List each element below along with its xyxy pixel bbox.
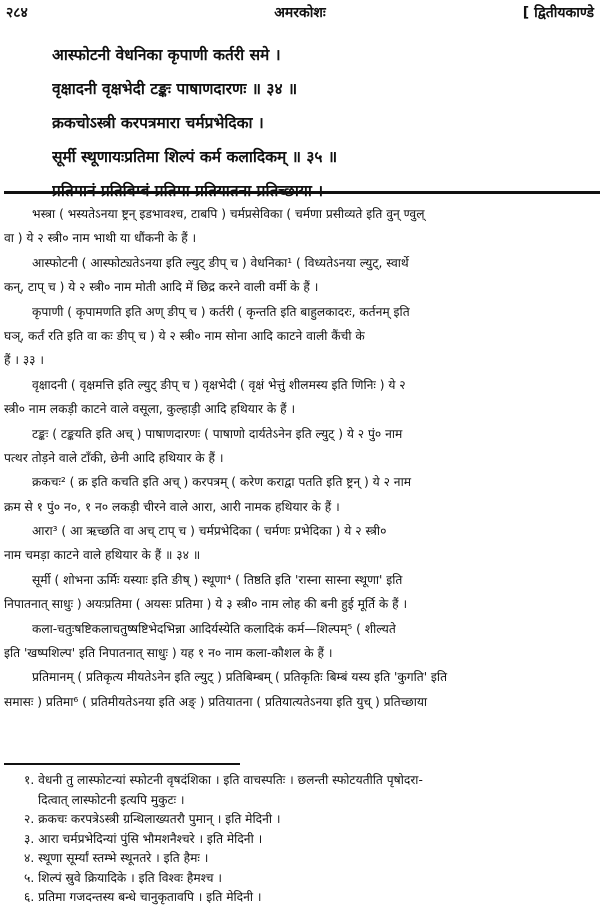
commentary-line: कन्, टाप् च ) ये २ स्त्री० नाम मोती आदि में छिद्र करने वाली वर्मी के हैं । — [4, 280, 319, 295]
footnote-line: ६. प्रतिमा गजदन्तस्य बन्धे चानुकृतावपि । इति मेदिनी । — [24, 890, 262, 904]
commentary-line: हैं । ३३ । — [4, 353, 45, 368]
commentary-line: क्रम से १ पुं० न०, १ न० लकड़ी चीरने वाले आरा, आरी नामक हथियार के हैं । — [4, 499, 340, 514]
page-number: २८४ — [6, 5, 28, 21]
commentary-line: कृपाणी ( कृपामणति इति अण् ङीप् च ) कर्तरी ( कृन्तति इति बाहुलकादरः, कर्तनम् इति — [32, 304, 410, 319]
running-title: अमरकोशः — [274, 5, 326, 21]
commentary-line: नाम चमड़ा काटने वाले हथियार के हैं ॥ ३४ ॥ — [4, 548, 201, 563]
footnote-line: १. वेधनी तु लास्फोटन्यां स्फोटनी वृषदंशिका । इति वाचस्पतिः । छलन्ती स्फोटयतीति पृषोदरा- — [24, 773, 423, 787]
commentary-line: भस्त्रा ( भस्यतेऽनया ष्ट्रन् इडभावश्च, टाबपि ) चर्मप्रसेविका ( चर्मणा प्रसीव्यते इति वुन् ण्वुल् — [32, 207, 425, 221]
footnote-line: ५. शिल्पं स्रुवे क्रियादिके । इति विश्वः हैमश्च । — [24, 870, 223, 885]
commentary-line: प्रतिमानम् ( प्रतिकृत्य मीयतेऽनेन इति ल्युट् ) प्रतिबिम्बम् ( प्रतिकृतिः बिम्बं यस्य इति 'कुगति' इति — [32, 670, 448, 685]
commentary-line: टङ्कः ( टङ्कयति इति अच् ) पाषाणदारणः ( पाषाणो दार्यतेऽनेन इति ल्युट् ) ये २ पुं० नाम — [32, 426, 403, 441]
commentary-line: आस्फोटनी ( आस्फोट्यतेऽनया इति ल्युट् ङीप् च ) वेधनिका¹ ( विध्यतेऽनया ल्युट्, स्वार्थे — [32, 255, 409, 270]
verse-line: सूर्मी स्थूणायःप्रतिमा शिल्पं कर्म कलादिकम् ॥ ३५ ॥ — [52, 148, 338, 166]
commentary-line: समासः ) प्रतिमा⁶ ( प्रतिमीयतेऽनया इति अङ् ) प्रतियातना ( प्रतियात्यतेऽनया इति युच् ) प्रतिच्छाया — [4, 694, 428, 709]
verse-block — [52, 38, 594, 208]
commentary-line: इति 'खष्पशिल्प' इति निपातनात् साधुः ) यह १ न० नाम कला-कौशल के हैं । — [4, 646, 333, 661]
footnote-line: ४. स्थूणा सूर्म्यां स्तम्भे स्थूनतरे । इति हैमः । — [24, 851, 209, 865]
verse-divider — [4, 191, 600, 194]
commentary-line: कला-चतुःषष्टिकलाचतुष्षष्टिभेदभिन्ना आदिर्यस्येति कलादिकं कर्म—शिल्पम्⁵ ( शील्यते — [32, 621, 396, 636]
commentary-line: घञ्, कर्तं रति इति वा कः ङीप् च ) ये २ स्त्री० नाम सोना आदि काटने वाली कैंची के — [4, 328, 365, 343]
verse-line: आस्फोटनी वेधनिका कृपाणी कर्तरी समे । — [52, 46, 281, 64]
commentary-line: क्रकचः² ( क्र इति कचति इति अच् ) करपत्रम् ( करेण कराद्वा पतति इति ष्ट्रन् ) ये २ नाम — [32, 475, 412, 490]
verse-line: प्रतिमानं प्रतिबिम्बं प्रतिमा प्रतियातना प्रतिच्छाया । — [52, 182, 324, 200]
section-name: [ द्वितीयकाण्डे — [522, 5, 594, 21]
verse-line: वृक्षादनी वृक्षभेदी टङ्कः पाषाणदारणः ॥ ३४ ॥ — [52, 80, 298, 98]
commentary-line: आरा³ ( आ ऋच्छति वा अच् टाप् च ) चर्मप्रभेदिका ( चर्मणः प्रभेदिका ) ये २ स्त्री० — [32, 524, 387, 539]
commentary-block — [4, 202, 598, 714]
commentary-line: सूर्मी ( शोभना ऊर्मिः यस्याः इति ङीष् ) स्थूणा⁴ ( तिष्ठति इति 'रास्ना सास्ना स्थूणा' इति — [32, 572, 403, 587]
footnote-line: २. क्रकचः करपत्रेऽस्त्री ग्रन्थिलाख्यतरौ पुमान् । इति मेदिनी । — [24, 812, 281, 826]
commentary-line: निपातनात् साधुः ) अयःप्रतिमा ( अयसः प्रतिमा ) ये ३ स्त्री० नाम लोह की बनी हुई मूर्ति के हैं । — [4, 597, 408, 612]
commentary-line: पत्थर तोड़ने वाले टाँकी, छेनी आदि हथियार के हैं । — [4, 450, 224, 465]
commentary-line: स्त्री० नाम लकड़ी काटने वाले वसूला, कुल्हाड़ी आदि हथियार के हैं । — [4, 402, 296, 417]
footnote-line: ३. आरा चर्मप्रभेदिन्यां पुंसि भौमशनैश्चरे । इति मेदिनी । — [24, 831, 263, 846]
footnotes-block — [24, 771, 596, 908]
commentary-line: वा ) ये २ स्त्री० नाम भाथी या धौंकनी के हैं । — [4, 231, 197, 246]
page-header — [6, 2, 594, 24]
footnote-divider — [4, 763, 240, 765]
commentary-line: वृक्षादनी ( वृक्षमत्ति इति ल्युट् ङीप् च ) वृक्षभेदी ( वृक्षं भेत्तुं शीलमस्य इति णिनिः ) ये २ — [32, 377, 406, 392]
verse-line: क्रकचोऽस्त्री करपत्रमारा चर्मप्रभेदिका । — [52, 114, 264, 132]
footnote-line: दित्वात् लास्फोटनी इत्यपि मुकुटः । — [38, 792, 185, 807]
